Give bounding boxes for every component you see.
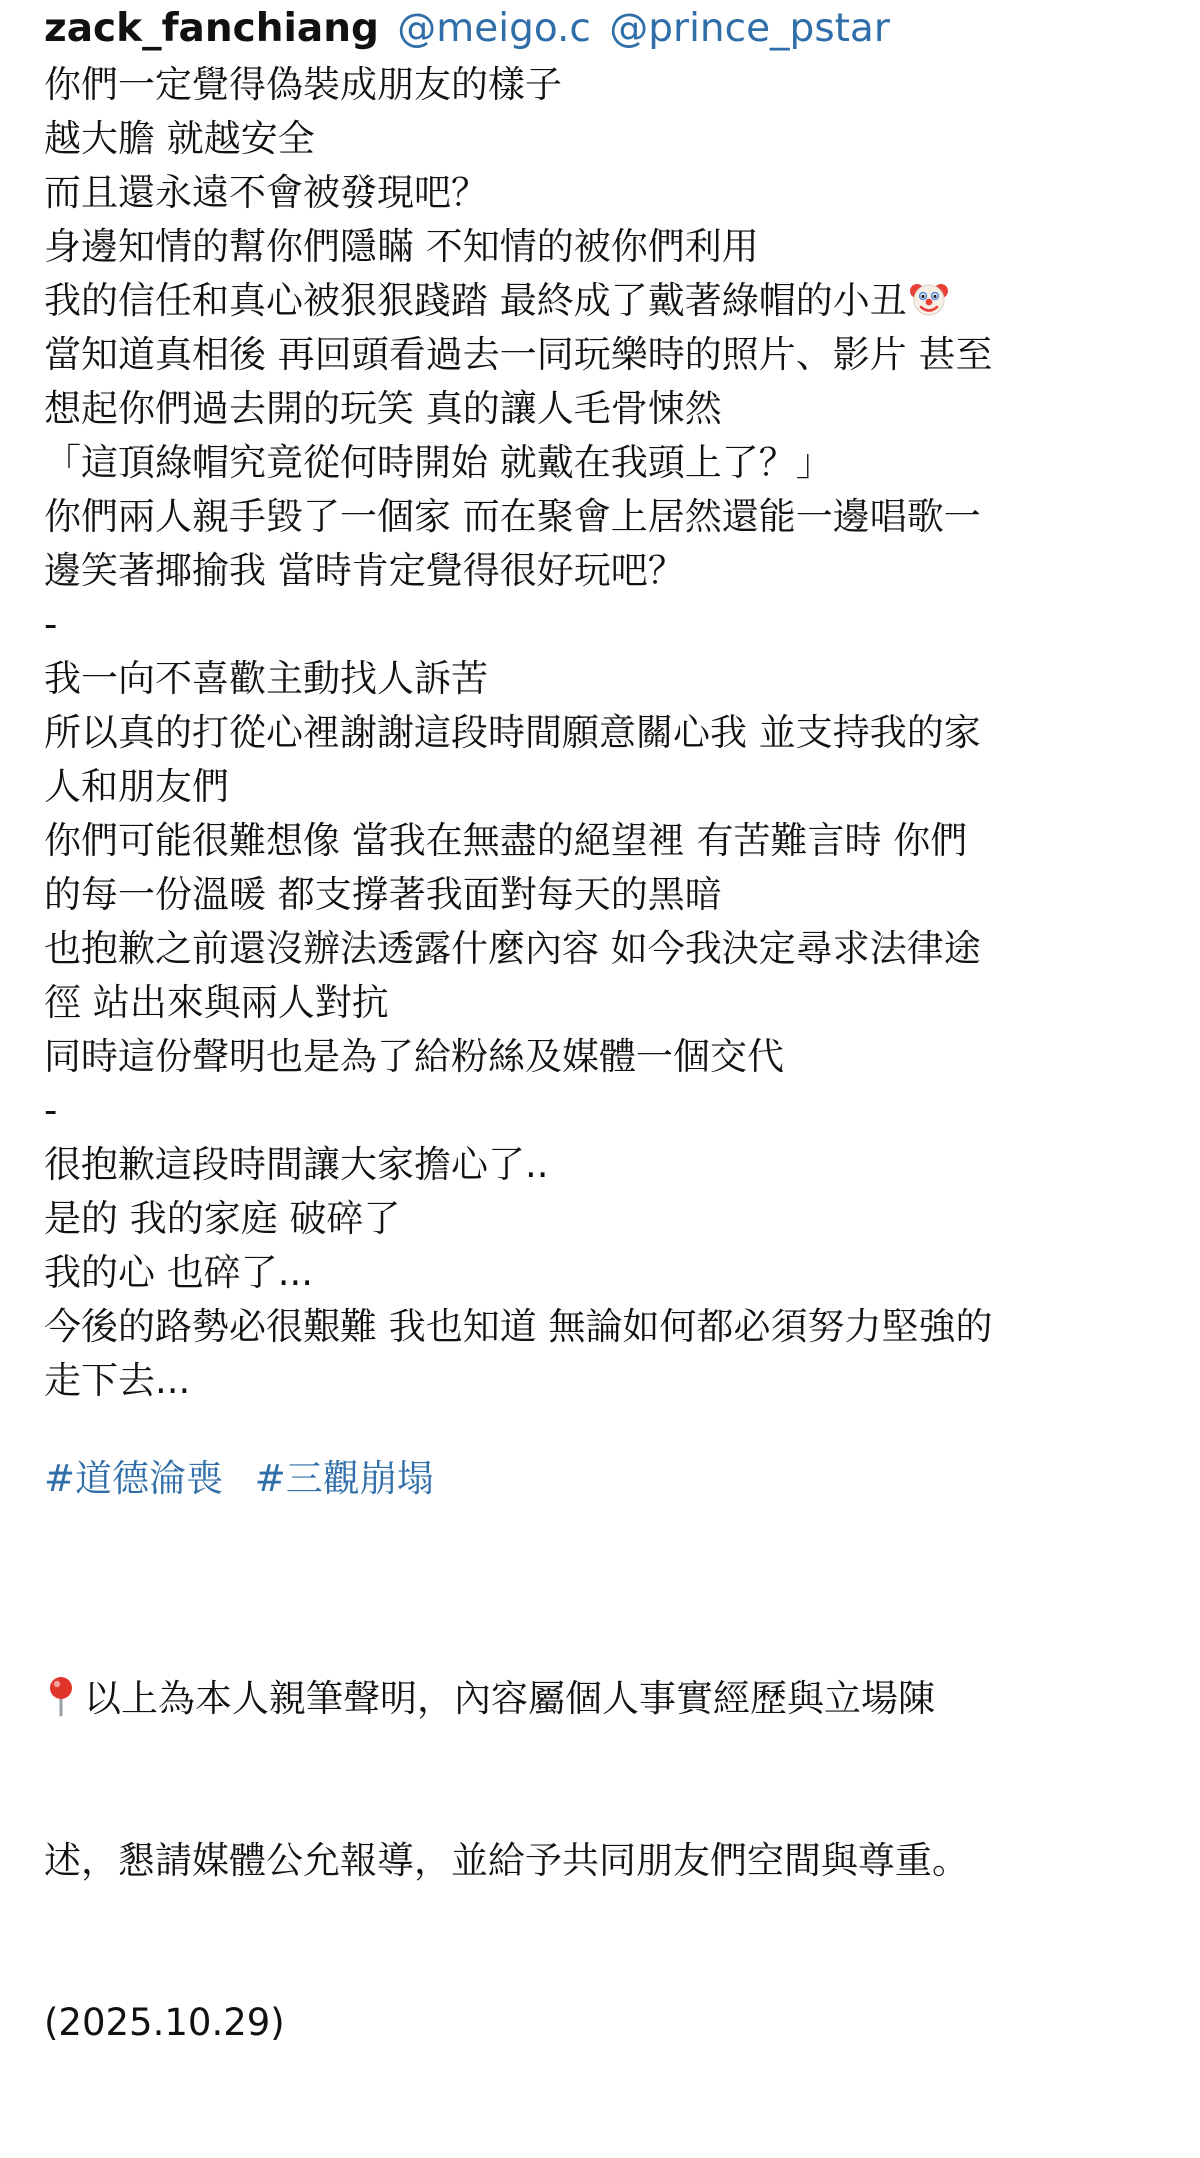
mention-meigo[interactable]: @meigo.c bbox=[397, 6, 591, 51]
caption-header bbox=[44, 0, 1164, 58]
caption-line: 的每一份溫暖 都支撐著我面對每天的黑暗 bbox=[44, 873, 722, 916]
statement-text: 以上為本人親筆聲明，內容屬個人事實經歷與立場陳 bbox=[84, 1677, 935, 1720]
caption-line: 所以真的打從心裡謝謝這段時間願意關心我 並支持我的家 bbox=[44, 711, 981, 754]
caption-line: 而且還永遠不會被發現吧？ bbox=[44, 171, 488, 214]
caption-line: 你們一定覺得偽裝成朋友的樣子 bbox=[44, 63, 562, 106]
hashtag-list bbox=[44, 1452, 1164, 1506]
post-caption bbox=[44, 0, 1164, 2158]
caption-line: 身邊知情的幫你們隱瞞 不知情的被你們利用 bbox=[44, 225, 759, 268]
statement-date: (2025.10.29) bbox=[44, 2001, 285, 2044]
caption-line: 越大膽 就越安全 bbox=[44, 117, 315, 160]
hashtag-moral-decay[interactable]: #道德淪喪 bbox=[44, 1457, 224, 1500]
caption-line: 當知道真相後 再回頭看過去一同玩樂時的照片、影片 甚至 bbox=[44, 333, 993, 376]
caption-line: 人和朋友們 bbox=[44, 765, 229, 808]
statement-line bbox=[44, 1672, 1164, 1726]
section-divider: - bbox=[44, 1089, 58, 1132]
clown-face-icon bbox=[909, 279, 949, 319]
caption-line: 徑 站出來與兩人對抗 bbox=[44, 981, 389, 1024]
caption-line: 你們兩人親手毀了一個家 而在聚會上居然還能一邊唱歌一 bbox=[44, 495, 981, 538]
pushpin-icon bbox=[44, 1675, 78, 1717]
section-divider: - bbox=[44, 603, 58, 646]
caption-line-with-emoji bbox=[44, 274, 1164, 328]
caption-line: 今後的路勢必很艱難 我也知道 無論如何都必須努力堅強的 bbox=[44, 1305, 993, 1348]
caption-line: 想起你們過去開的玩笑 真的讓人毛骨悚然 bbox=[44, 387, 722, 430]
statement-block bbox=[44, 1564, 1164, 2158]
caption-line-text: 我的信任和真心被狠狠踐踏 最終成了戴著綠帽的小丑 bbox=[44, 279, 907, 322]
caption-line: 你們可能很難想像 當我在無盡的絕望裡 有苦難言時 你們 bbox=[44, 819, 968, 862]
mention-prince-pstar[interactable]: @prince_pstar bbox=[609, 6, 890, 51]
caption-line: 我的心 也碎了... bbox=[44, 1251, 314, 1294]
caption-line: 很抱歉這段時間讓大家擔心了.. bbox=[44, 1143, 549, 1186]
caption-line: 邊笑著揶揄我 當時肯定覺得很好玩吧？ bbox=[44, 549, 685, 592]
caption-line: 走下去... bbox=[44, 1359, 191, 1402]
author-username[interactable]: zack_fanchiang bbox=[44, 6, 379, 51]
hashtag-values-collapse[interactable]: #三觀崩塌 bbox=[254, 1457, 434, 1500]
caption-line: 是的 我的家庭 破碎了 bbox=[44, 1197, 401, 1240]
caption-line: 「這頂綠帽究竟從何時開始 就戴在我頭上了？」 bbox=[44, 441, 833, 484]
caption-line: 我一向不喜歡主動找人訴苦 bbox=[44, 657, 488, 700]
caption-line: 也抱歉之前還沒辦法透露什麼內容 如今我決定尋求法律途 bbox=[44, 927, 981, 970]
caption-line: 同時這份聲明也是為了給粉絲及媒體一個交代 bbox=[44, 1035, 784, 1078]
statement-line: 述，懇請媒體公允報導，並給予共同朋友們空間與尊重。 bbox=[44, 1839, 969, 1882]
